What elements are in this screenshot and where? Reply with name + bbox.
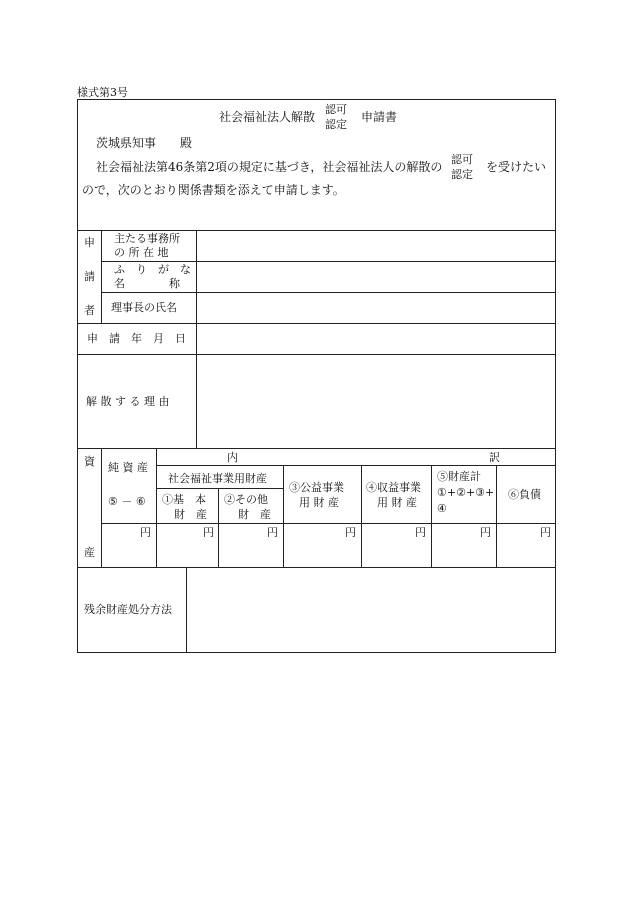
profit-business-property-label: 用 財 産: [377, 496, 417, 509]
assets-label-char: 資: [84, 455, 95, 468]
social-welfare-property-label: 社会福祉事業用財産: [168, 472, 267, 485]
total-property-formula: ④: [437, 502, 447, 515]
divider: [186, 567, 187, 653]
breakdown-header-left: 内: [227, 451, 238, 464]
divider: [218, 488, 219, 567]
net-assets-label: 純 資 産: [108, 461, 148, 474]
name-label: 名 称: [114, 277, 180, 290]
divider: [101, 292, 556, 293]
divider: [361, 465, 362, 567]
unit-yen: 円: [267, 526, 278, 539]
form-number: 様式第3号: [77, 86, 128, 99]
application-date-label: 申 請 年 月 日: [87, 332, 186, 345]
unit-yen: 円: [540, 526, 551, 539]
unit-yen: 円: [140, 526, 151, 539]
public-business-property-label: ③公益事業: [289, 481, 344, 494]
divider: [101, 448, 102, 567]
divider: [156, 488, 283, 489]
breakdown-header-right: 訳: [489, 451, 500, 464]
other-property-label: ②その他: [224, 493, 268, 506]
divider: [196, 230, 197, 448]
assets-label-char: 産: [84, 546, 95, 559]
divider: [101, 523, 556, 524]
other-property-label: 財 産: [238, 508, 271, 521]
title-suffix: 申請書: [361, 110, 398, 124]
divider: [101, 230, 102, 323]
name-kana-label: ふ り が な: [114, 263, 191, 276]
body-option-certification: 認定: [451, 168, 473, 181]
unit-yen: 円: [203, 526, 214, 539]
divider: [101, 261, 556, 262]
divider: [431, 465, 432, 567]
unit-yen: 円: [480, 526, 491, 539]
basic-property-label: ①基 本: [162, 493, 206, 506]
office-address-label: 主たる事務所: [114, 232, 180, 245]
title-prefix: 社会福祉法人解散: [219, 110, 316, 124]
residual-property-disposal-label: 残余財産処分方法: [84, 603, 172, 616]
divider: [496, 465, 497, 567]
basic-property-label: 財 産: [174, 508, 207, 521]
total-property-label: ⑤財産計: [437, 470, 481, 483]
body-line1: 社会福祉法第46条第2項の規定に基づき，社会福祉法人の解散の: [96, 160, 443, 174]
total-property-formula: ①+②+③+: [437, 486, 495, 499]
body-line1-suffix: を受けたい: [486, 160, 547, 174]
divider: [77, 448, 556, 449]
applicant-label-char: 申: [84, 236, 95, 249]
dissolution-reason-label: 解 散 す る 理 由: [86, 395, 170, 408]
addressee: 茨城県知事 殿: [96, 136, 193, 150]
office-address-label: の 所 在 地: [114, 246, 169, 259]
body-line2: ので，次のとおり関係書類を添えて申請します。: [82, 183, 345, 197]
applicant-label-char: 者: [84, 304, 95, 317]
applicant-label-char: 請: [84, 270, 95, 283]
profit-business-property-label: ④収益事業: [366, 481, 421, 494]
divider: [77, 567, 556, 568]
title-option-certification: 認定: [325, 118, 347, 131]
divider: [283, 465, 284, 567]
director-name-label: 理事長の氏名: [111, 301, 177, 314]
divider: [156, 448, 157, 567]
title-option-approval: 認可: [325, 103, 347, 116]
public-business-property-label: 用 財 産: [299, 496, 339, 509]
unit-yen: 円: [345, 526, 356, 539]
unit-yen: 円: [415, 526, 426, 539]
divider: [77, 323, 556, 324]
liabilities-label: ⑥負債: [508, 488, 541, 501]
net-assets-formula: ⑤ － ⑥: [108, 495, 146, 508]
divider: [77, 354, 556, 355]
body-option-approval: 認可: [451, 153, 473, 166]
divider: [77, 230, 556, 231]
